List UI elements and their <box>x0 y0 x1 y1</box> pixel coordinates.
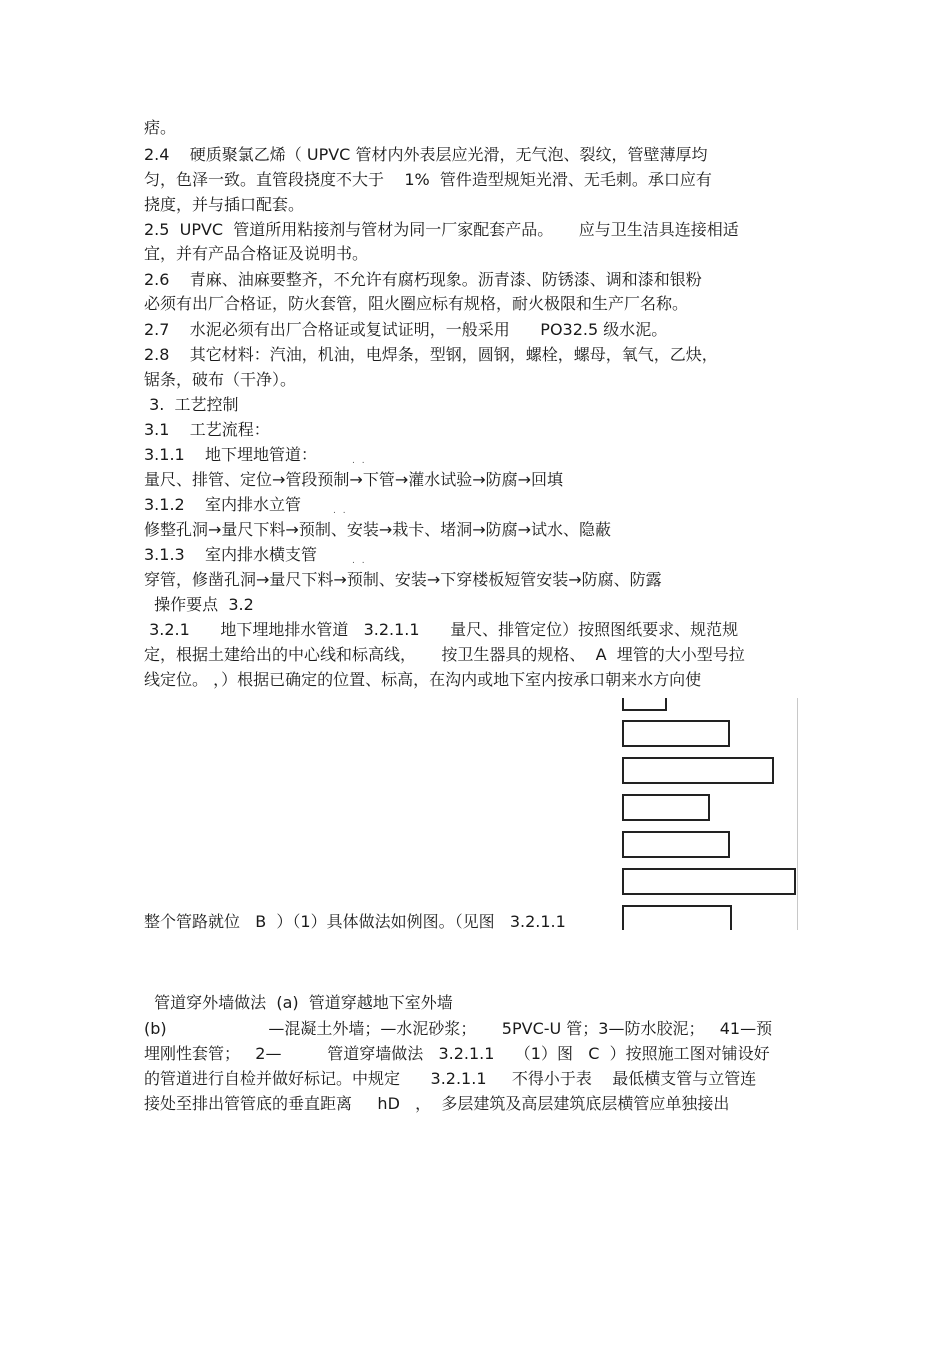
text-line: 2.5 UPVC 管道所用粘接剂与管材为同一厂家配套产品。 应与卫生洁具连接相适 <box>144 220 739 239</box>
text-line: 3.2.1 地下埋地排水管道 3.2.1.1 量尺、排管定位）按照图纸要求、规范规 <box>144 620 739 639</box>
text-line: 修整孔洞→量尺下料→预制、安装→栽卡、堵洞→防腐→试水、隐蔽 <box>144 520 612 539</box>
text-line: 2.7 水泥必须有出厂合格证或复试证明，一般采用 PO32.5 级水泥。 <box>144 320 668 339</box>
text-line: 3.1.1 地下埋地管道： <box>144 445 318 464</box>
text-line: 3.1 工艺流程： <box>144 420 270 439</box>
figure-bar <box>622 905 732 930</box>
text-line: 量尺、排管、定位→管段预制→下管→灌水试验→防腐→回填 <box>144 470 564 489</box>
text-line: (b) —混凝土外墙；—水泥砂浆； 5PVC-U 管；3—防水胶泥； 41—预 <box>144 1019 773 1038</box>
text-line: 3.1.2 室内排水立管 <box>144 495 302 514</box>
text-line: 必须有出厂合格证，防火套管，阻火圈应标有规格，耐火极限和生产厂名称。 <box>144 294 689 313</box>
dots-mark: . . <box>352 556 367 566</box>
text-line: 2.6 青麻、油麻要整齐，不允许有腐朽现象。沥青漆、防锈漆、调和漆和银粉 <box>144 270 702 289</box>
text-line: 接处至排出管管底的垂直距离 hD ， 多层建筑及高层建筑底层横管应单独接出 <box>144 1094 730 1113</box>
text-line: 痞。 <box>144 118 177 137</box>
figure-bar <box>622 757 774 784</box>
text-line: 宜，并有产品合格证及说明书。 <box>144 244 369 263</box>
text-line: 的管道进行自检并做好标记。中规定 3.2.1.1 不得小于表 最低横支管与立管连 <box>144 1069 757 1088</box>
text-line: 2.4 硬质聚氯乙烯（ UPVC 管材内外表层应光滑，无气泡、裂纹，管壁薄厚均 <box>144 145 708 164</box>
text-line: 3.1.3 室内排水横支管 <box>144 545 318 564</box>
text-line: 定，根据土建给出的中心线和标高线， 按卫生器具的规格、 A 埋管的大小型号拉 <box>144 645 745 664</box>
text-line: 穿管，修凿孔洞→量尺下料→预制、安装→下穿楼板短管安装→防腐、防露 <box>144 570 662 589</box>
example-figure <box>618 698 798 930</box>
text-line: 线定位。 ，）根据已确定的位置、标高，在沟内或地下室内按承口朝来水方向使 <box>144 670 702 689</box>
figure-bar <box>622 698 667 711</box>
dots-mark: . . <box>352 456 367 466</box>
figure-bar <box>622 868 796 895</box>
text-line: 匀，色泽一致。直管段挠度不大于 1% 管件造型规矩光滑、无毛刺。承口应有 <box>144 170 712 189</box>
figure-bar <box>622 794 710 821</box>
text-line: 2.8 其它材料：汽油，机油，电焊条，型钢，圆钢，螺栓，螺母，氧气，乙炔， <box>144 345 718 364</box>
text-line: 挠度，并与插口配套。 <box>144 195 305 214</box>
section-heading: 3. 工艺控制 <box>144 395 239 414</box>
text-line: 操作要点 3.2 <box>144 595 254 614</box>
figure-bar <box>622 831 730 858</box>
figure-border <box>797 698 798 930</box>
text-line: 管道穿外墙做法 (a) 管道穿越地下室外墙 <box>144 993 453 1012</box>
text-line: 锯条，破布（干净）。 <box>144 370 297 389</box>
text-line: 埋刚性套管； 2— 管道穿墙做法 3.2.1.1 （1）图 C ）按照施工图对铺设好 <box>144 1044 770 1063</box>
text-line: 整个管路就位 B ）（1）具体做法如例图。（见图 3.2.1.1 <box>144 912 566 931</box>
figure-bar <box>622 720 730 747</box>
dots-mark: . . <box>333 506 348 516</box>
